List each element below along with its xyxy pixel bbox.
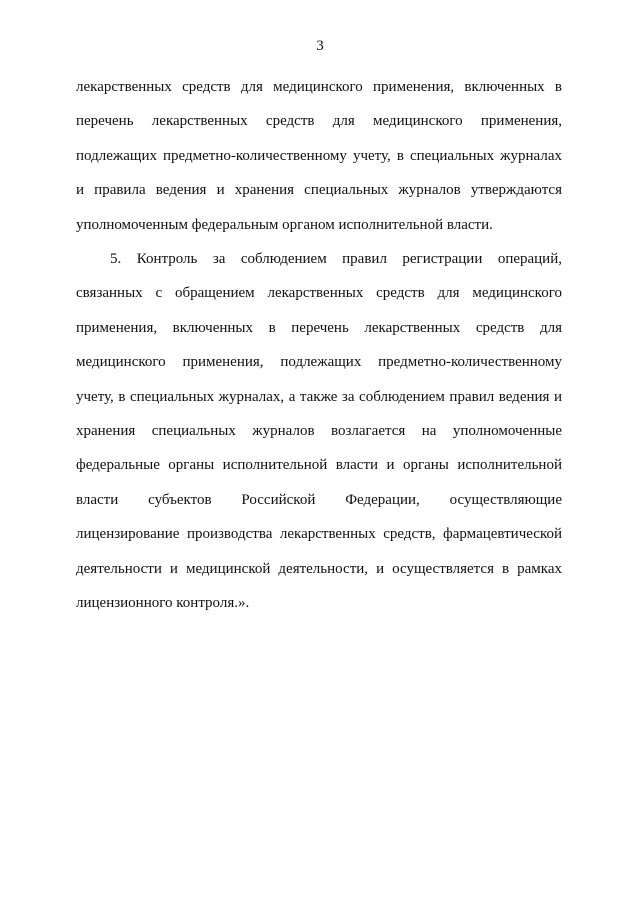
text-line: 5. Контроль за соблюдением правил регистрации операций, — [110, 251, 562, 267]
page-number: 3 — [316, 38, 324, 54]
text-line: и правила ведения и хранения специальных журналов утверждаются — [76, 182, 562, 199]
text-line: лицензирование производства лекарственных средств, фармацевтической — [76, 526, 562, 543]
text-line: связанных с обращением лекарственных средств для медицинского — [76, 285, 562, 302]
text-line: лицензионного контроля.». — [76, 594, 250, 611]
text-line: власти субъектов Российской Федерации, осуществляющие — [76, 491, 562, 508]
text-line: перечень лекарственных средств для медицинского применения, — [76, 113, 562, 130]
text-line: федеральные органы исполнительной власти и органы исполнительной — [76, 457, 562, 474]
text-line: деятельности и медицинской деятельности, и осуществляется в рамках — [76, 560, 562, 577]
paragraph-continuation — [76, 70, 562, 242]
text-line: подлежащих предметно-количественному учету, в специальных журналах — [76, 147, 562, 164]
text-line: медицинского применения, подлежащих предметно-количественному — [76, 354, 562, 371]
text-line: уполномоченным федеральным органом исполнительной власти. — [76, 216, 493, 233]
text-line: хранения специальных журналов возлагается на уполномоченные — [76, 422, 562, 439]
text-line: учету, в специальных журналах, а также за соблюдением правил ведения и — [76, 388, 562, 405]
paragraph-item-5 — [76, 242, 562, 620]
text-line: применения, включенных в перечень лекарственных средств для — [76, 319, 562, 336]
text-line: лекарственных средств для медицинского применения, включенных в — [76, 79, 562, 95]
